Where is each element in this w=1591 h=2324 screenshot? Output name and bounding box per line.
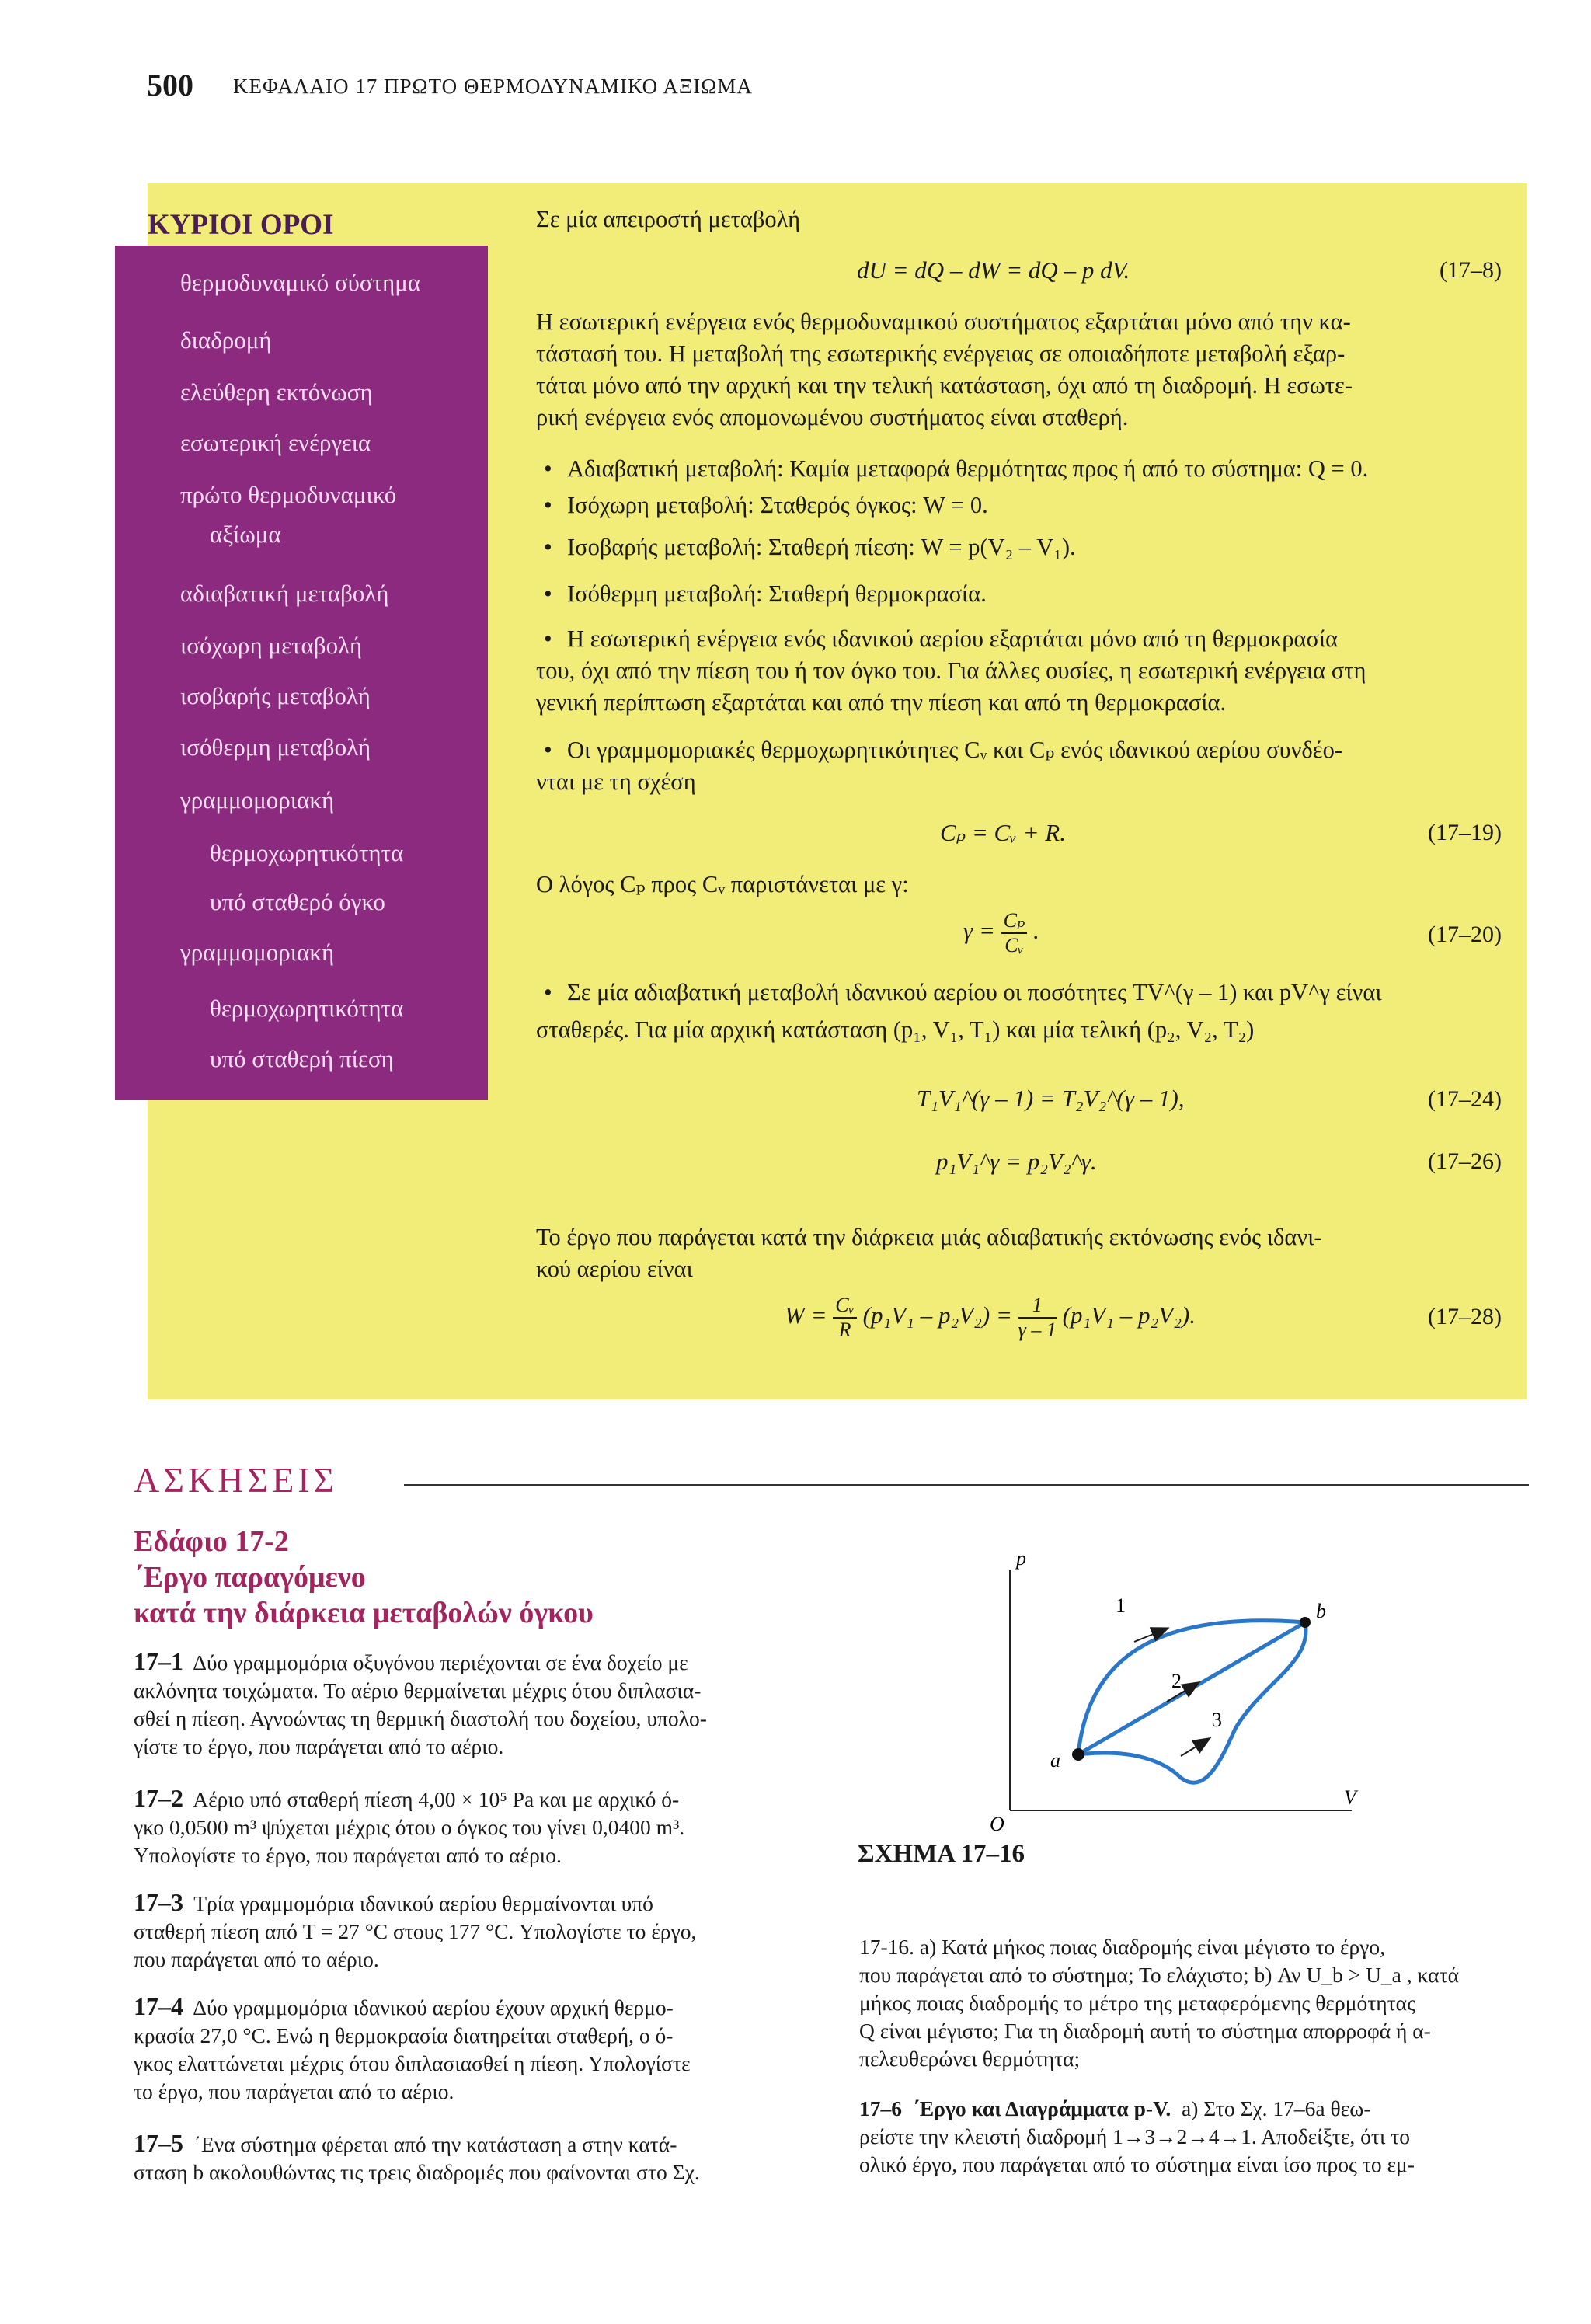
summary-text: του, όχι από την πίεση του ή τον όγκο του. Για άλλες ουσίες, η εσωτερική ενέργεια στη: [536, 657, 1366, 684]
problem-17-5: [134, 2129, 817, 2186]
problem-line: Τρία γραμμομόρια ιδανικού αερίου θερμαίνονται υπό: [193, 1891, 653, 1915]
problem-line: που παράγεται από το σύστημα; Το ελάχιστο; b) Αν U_b > U_a , κατά: [859, 1963, 1459, 1987]
key-term: ισόχωρη μεταβολή: [180, 632, 363, 659]
problem-17-1: [134, 1647, 817, 1761]
problem-line: 17-16. a) Κατά μήκος ποιας διαδρομής είναι μέγιστο το έργο,: [859, 1935, 1386, 1959]
heading-rule: [404, 1484, 1529, 1486]
summary-text: Ο λόγος Cₚ προς Cᵥ παριστάνεται με γ:: [536, 871, 909, 897]
problem-line: κρασία 27,0 °C. Ενώ η θερμοκρασία διατηρείται σταθερή, ο ό-: [134, 2023, 674, 2047]
key-term: θερμοχωρητικότητα: [210, 995, 404, 1022]
key-terms-title: ΚΥΡΙΟΙ ΟΡΟΙ: [148, 209, 334, 241]
fraction: [1018, 1294, 1057, 1342]
summary-bullet: • Ισοβαρής μεταβολή: Σταθερή πίεση: W = p(V₂ – V₁).: [567, 531, 1076, 563]
problem-line: σταση b ακολουθώντας τις τρεις διαδρομές που φαίνονται στο Σχ.: [134, 2160, 700, 2184]
problem-line: γκο 0,0500 m³ ψύχεται μέχρις ότου ο όγκος του γίνει 0,0400 m³.: [134, 1815, 685, 1839]
figure-17-16-diagram: [963, 1554, 1383, 1834]
point-a: [1072, 1748, 1084, 1761]
problem-line: ΄Ενα σύστημα φέρεται από την κατάσταση a στην κατά-: [193, 2132, 677, 2156]
path-2-label: 2: [1171, 1670, 1182, 1692]
summary-bullet: • Αδιαβατική μεταβολή: Καμία μεταφορά θερμότητας προς ή από το σύστημα: Q = 0.: [567, 453, 1368, 485]
fraction-denominator: γ – 1: [1018, 1319, 1057, 1341]
equation-number: (17–8): [1440, 257, 1502, 283]
key-term: ελεύθερη εκτόνωση: [180, 378, 373, 406]
running-title: ΚΕΦΑΛΑΙΟ 17 ΠΡΩΤΟ ΘΕΡΜΟΔΥΝΑΜΙΚΟ ΑΞΙΩΜΑ: [233, 75, 753, 98]
fraction-denominator: Cᵥ: [1004, 934, 1024, 956]
arrow-path-3: [1181, 1739, 1209, 1756]
key-term: υπό σταθερό όγκο: [210, 888, 385, 915]
problem-line: Υπολογίστε το έργο, που παράγεται από το αέριο.: [134, 1843, 562, 1867]
problem-number: 17–6: [859, 2096, 902, 2120]
summary-intro: Σε μία απειροστή μεταβολή: [536, 206, 801, 232]
problem-17-2: [134, 1784, 817, 1869]
key-term: αδιαβατική μεταβολή: [180, 580, 389, 607]
path-2-line: [1078, 1622, 1305, 1754]
equation-lhs: γ =: [963, 917, 995, 945]
problem-line: ακλόνητα τοιχώματα. Το αέριο θερμαίνεται μέχρις ότου διπλασια-: [134, 1678, 702, 1702]
problem-line: σταθερή πίεση από T = 27 °C στους 177 °C. Υπολογίστε το έργο,: [134, 1919, 697, 1943]
equation-number: (17–28): [1428, 1304, 1502, 1329]
problem-17-3: [134, 1888, 817, 1974]
problem-line: πελευθερώνει θερμότητα;: [859, 2047, 1081, 2071]
summary-text: νται με τη σχέση: [536, 768, 696, 795]
equation-end: (p₁V₁ – p₂V₂).: [1062, 1301, 1196, 1329]
key-term: διαδρομή: [180, 326, 272, 354]
equation-number: (17–24): [1428, 1086, 1502, 1112]
problem-number: 17–2: [134, 1784, 183, 1812]
fraction: [833, 1294, 857, 1342]
key-term: θερμοχωρητικότητα: [210, 839, 404, 866]
summary-text: τάστασή του. Η μεταβολή της εσωτερικής ενέργειας σε οποιαδήποτε μεταβολή εξαρ-: [536, 340, 1346, 367]
key-term: εσωτερική ενέργεια: [180, 429, 371, 456]
key-term: ισοβαρής μεταβολή: [180, 682, 371, 709]
origin-label: O: [990, 1813, 1004, 1834]
equation-17-8: dU = dQ – dW = dQ – p dV.: [857, 256, 1130, 284]
problem-17-4: [134, 1992, 817, 2106]
page-number: 500: [147, 68, 193, 103]
summary-bullet: • Σε μία αδιαβατική μεταβολή ιδανικού αερίου οι ποσότητες TV^(γ – 1) και pV^γ είναι: [567, 977, 1382, 1009]
equation-number: (17–20): [1428, 922, 1502, 947]
summary-text: τάται μόνο από την αρχική και την τελική κατάσταση, όχι από τη διαδρομή. Η εσωτε-: [536, 372, 1353, 399]
equation-middle: (p₁V₁ – p₂V₂) =: [862, 1301, 1012, 1329]
summary-text: Η εσωτερική ενέργεια ενός θερμοδυναμικού συστήματος εξαρτάται μόνο από την κα-: [536, 308, 1351, 335]
fraction-numerator: Cᵥ: [833, 1294, 857, 1319]
equation-17-26: p₁V₁^γ = p₂V₂^γ.: [936, 1148, 1097, 1175]
equation-tail: .: [1033, 917, 1039, 945]
point-b-label: b: [1316, 1600, 1326, 1622]
summary-bullet: • Οι γραμμομοριακές θερμοχωρητικότητες Cᵥ και Cₚ ενός ιδανικού αερίου συνδέο-: [567, 734, 1342, 766]
problem-17-5-continued: [859, 1933, 1531, 2073]
equation-17-20: [963, 909, 1039, 957]
equation-number: (17–19): [1428, 820, 1502, 845]
problem-number: 17–1: [134, 1647, 183, 1675]
key-term: υπό σταθερή πίεση: [210, 1045, 394, 1072]
problem-line: Δύο γραμμομόρια ιδανικού αερίου έχουν αρχική θερμο-: [193, 1995, 674, 2019]
key-term: αξίωμα: [210, 521, 281, 548]
problem-line: Αέριο υπό σταθερή πίεση 4,00 × 10⁵ Pa και με αρχικό ό-: [193, 1787, 680, 1811]
key-term: γραμμομοριακή: [180, 786, 335, 814]
axis-v-label: V: [1344, 1786, 1356, 1809]
problem-line: μήκος ποιας διαδρομής το μέτρο της μεταφερόμενης θερμότητας: [859, 1991, 1415, 2015]
summary-text: κού αερίου είναι: [536, 1256, 693, 1282]
section-title: κατά την διάρκεια μεταβολών όγκου: [134, 1597, 594, 1629]
fraction: [1001, 909, 1028, 957]
summary-bullet: • Ισόθερμη μεταβολή: Σταθερή θερμοκρασία.: [567, 578, 987, 610]
point-a-label: a: [1050, 1749, 1060, 1772]
key-term: πρώτο θερμοδυναμικό: [180, 481, 397, 508]
key-term: γραμμομοριακή: [180, 939, 335, 966]
equation-17-24: T₁V₁^(γ – 1) = T₂V₂^(γ – 1),: [917, 1085, 1185, 1112]
problem-line: που παράγεται από το αέριο.: [134, 1947, 379, 1971]
problem-number: 17–4: [134, 1992, 183, 2020]
section-title: Εδάφιο 17-2: [134, 1525, 289, 1558]
equation-17-28: [785, 1294, 1196, 1342]
key-terms-box: [115, 246, 488, 1100]
problem-line: σθεί η πίεση. Αγνοώντας τη θερμική διαστολή του δοχείου, υπολο-: [134, 1706, 707, 1730]
key-term: θερμοδυναμικό σύστημα: [180, 269, 421, 296]
axis-p-label: p: [1016, 1554, 1026, 1570]
problem-17-6: [859, 2095, 1531, 2179]
summary-text: σταθερές. Για μία αρχική κατάσταση (p₁, V₁, T₁) και μία τελική (p₂, V₂, T₂): [536, 1016, 1255, 1043]
summary-bullet: • Ισόχωρη μεταβολή: Σταθερός όγκος: W = 0.: [567, 490, 988, 521]
summary-text: Το έργο που παράγεται κατά την διάρκεια μιάς αδιαβατικής εκτόνωσης ενός ιδανι-: [536, 1224, 1322, 1250]
equation-17-19: Cₚ = Cᵥ + R.: [940, 819, 1066, 846]
problem-line: Δύο γραμμομόρια οξυγόνου περιέχονται σε ένα δοχείο με: [193, 1650, 688, 1674]
path-3-label: 3: [1212, 1709, 1222, 1731]
section-title: ΄Εργο παραγόμενο: [134, 1561, 366, 1594]
path-3-curve: [1078, 1622, 1306, 1782]
path-1-label: 1: [1116, 1594, 1126, 1617]
problem-line: Q είναι μέγιστο; Για τη διαδρομή αυτή το σύστημα απορροφά ή α-: [859, 2019, 1431, 2043]
summary-text: ρική ενέργεια ενός απομονωμένου συστήματος είναι σταθερή.: [536, 404, 1129, 430]
figure-caption: ΣΧΗΜΑ 17–16: [858, 1840, 1025, 1868]
problem-line: γίστε το έργο, που παράγεται από το αέριο.: [134, 1734, 504, 1758]
problem-line: ρείστε την κλειστή διαδρομή 1→3→2→4→1. Αποδείξτε, ότι το: [859, 2124, 1411, 2148]
problem-title: ΄Εργο και Διαγράμματα p-V.: [912, 2096, 1171, 2120]
problem-line: γκος ελαττώνεται μέχρις ότου διπλασιασθεί η πίεση. Υπολογίστε: [134, 2051, 691, 2075]
problem-line: το έργο, που παράγεται από το αέριο.: [134, 2079, 454, 2103]
fraction-denominator: R: [838, 1319, 851, 1341]
problem-number: 17–5: [134, 2129, 183, 2157]
problem-line: a) Στο Σχ. 17–6a θεω-: [1182, 2096, 1371, 2120]
summary-text: γενική περίπτωση εξαρτάται και από την πίεση και από τη θερμοκρασία.: [536, 689, 1227, 716]
fraction-numerator: Cₚ: [1001, 909, 1028, 934]
equation-number: (17–26): [1428, 1148, 1502, 1174]
problem-number: 17–3: [134, 1888, 183, 1916]
summary-bullet: • Η εσωτερική ενέργεια ενός ιδανικού αερίου εξαρτάται μόνο από τη θερμοκρασία: [567, 623, 1338, 655]
exercises-heading: ΑΣΚΗΣΕΙΣ: [134, 1460, 339, 1500]
key-term: ισόθερμη μεταβολή: [180, 733, 371, 761]
equation-lhs: W =: [785, 1301, 827, 1329]
fraction-numerator: 1: [1018, 1294, 1057, 1319]
point-b: [1300, 1617, 1311, 1628]
problem-line: ολικό έργο, που παράγεται από το σύστημα είναι ίσο προς το εμ-: [859, 2152, 1415, 2176]
